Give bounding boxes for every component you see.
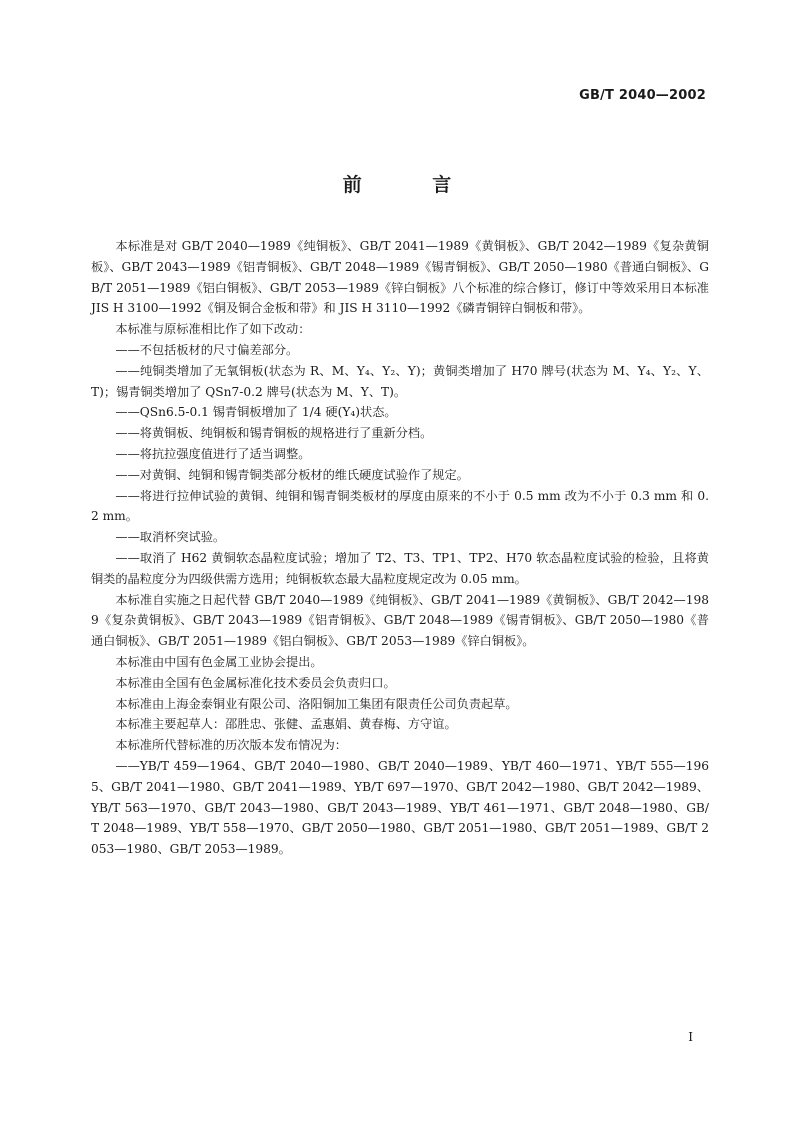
page-number: I: [688, 1030, 693, 1044]
change-item: ——将进行拉伸试验的黄铜、纯铜和锡青铜类板材的厚度由原来的不小于 0.5 mm 改为不小于 0.3 mm 和 0.2 mm。: [91, 488, 709, 524]
paragraph-drafters: 本标准主要起草人：邵胜忠、张健、孟惠娟、黄春梅、方守谊。: [115, 717, 457, 732]
change-item: ——纯铜类增加了无氧铜板(状态为 R、M、Y₄、Y₂、Y)；黄铜类增加了 H70 牌号(状态为 M、Y₄、Y₂、Y、T)；锡青铜类增加了 QSn7-0.2 牌号(状态为 M、Y、T)。: [91, 363, 709, 399]
paragraph-drafting-units: 本标准由上海金泰铜业有限公司、洛阳铜加工集团有限责任公司负责起草。: [115, 696, 518, 711]
paragraph-history-list: ——YB/T 459—1964、GB/T 2040—1980、GB/T 2040—1989、YB/T 460—1971、YB/T 555—1965、GB/T 2041—1980、GB/T 2041—1989、YB/T 697—1970、GB/T 2042—1980、GB/T 2042—1989、YB/T 563—1970、GB/T 2043—1980、GB/T 2043—1989、YB/T 461—1971、GB/T 2048—1980、GB/T 2048—1989、YB/T 558—1970、GB/T 2050—1980、GB/T 2051—1980、GB/T 2051—1989、GB/T 2053—1980、GB/T 2053—1989。: [91, 758, 709, 857]
change-item: ——将黄铜板、纯铜板和锡青铜板的规格进行了重新分档。: [115, 426, 433, 441]
paragraph-administrator: 本标准由全国有色金属标准化技术委员会负责归口。: [115, 675, 396, 690]
change-item: ——取消了 H62 黄铜软态晶粒度试验；增加了 T2、T3、TP1、TP2、H70 软态晶粒度试验的检验，且将黄铜类的晶粒度分为四级供需方选用；纯铜板软态最大晶粒度规定改为 0.05 mm。: [91, 550, 709, 586]
paragraph-supersedes: 本标准自实施之日起代替 GB/T 2040—1989《纯铜板》、GB/T 2041—1989《黄铜板》、GB/T 2042—1989《复杂黄铜板》、GB/T 2043—1989《铝青铜板》、GB/T 2048—1989《锡青铜板》、GB/T 2050—1980《普通白铜板》、GB/T 2051—1989《铝白铜板》、GB/T 2053—1989《锌白铜板》。: [91, 592, 709, 649]
change-item: ——取消杯突试验。: [115, 530, 226, 545]
page-title: 前 言: [342, 174, 484, 196]
paragraph-changes-intro: 本标准与原标准相比作了如下改动：: [115, 322, 311, 337]
paragraph-history-intro: 本标准所代替标准的历次版本发布情况为：: [115, 738, 347, 753]
change-item: ——QSn6.5-0.1 锡青铜板增加了 1/4 硬(Y₄)状态。: [115, 405, 397, 420]
standard-number: GB/T 2040—2002: [579, 88, 706, 103]
paragraph-proposer: 本标准由中国有色金属工业协会提出。: [115, 654, 323, 669]
foreword-body: [91, 236, 709, 860]
paragraph-revision-scope: 本标准是对 GB/T 2040—1989《纯铜板》、GB/T 2041—1989《黄铜板》、GB/T 2042—1989《复杂黄铜板》、GB/T 2043—1989《铝青铜板》、GB/T 2048—1989《锡青铜板》、GB/T 2050—1980《普通白铜板》、GB/T 2051—1989《铝白铜板》、GB/T 2053—1989《锌白铜板》八个标准的综合修订，修订中等效采用日本标准 JIS H 3100—1992《铜及铜合金板和带》和 JIS H 3110—1992《磷青铜锌白铜板和带》。: [91, 239, 709, 316]
change-item: ——不包括板材的尺寸偏差部分。: [115, 342, 299, 357]
change-item: ——将抗拉强度值进行了适当调整。: [115, 446, 311, 461]
change-item: ——对黄铜、纯铜和锡青铜类部分板材的维氏硬度试验作了规定。: [115, 467, 469, 482]
